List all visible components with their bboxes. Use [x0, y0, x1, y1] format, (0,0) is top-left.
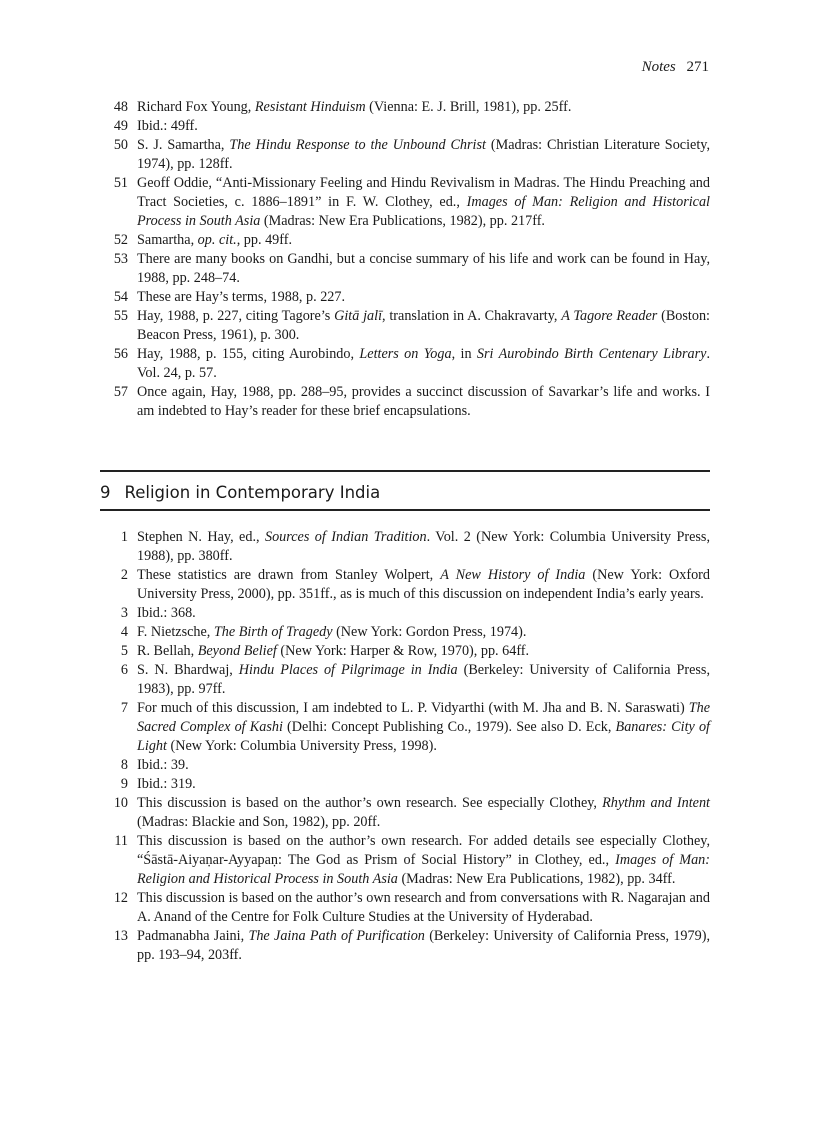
note-text — [128, 642, 710, 661]
note-text — [128, 566, 710, 604]
note-number: 49 — [113, 118, 128, 134]
note-item — [100, 927, 710, 965]
note-item — [100, 98, 710, 117]
note-number: 51 — [113, 175, 128, 191]
note-text-run: This discussion is based on the author’s own research. See especially Clothey, — [137, 795, 603, 811]
note-text — [128, 699, 710, 756]
section-heading — [100, 482, 710, 504]
note-title-italic: Banares: City of Light — [137, 719, 710, 754]
note-title-italic: Sources of Indian Tradition — [264, 529, 427, 545]
note-item — [100, 528, 710, 566]
note-text — [128, 288, 710, 307]
note-number: 4 — [120, 624, 128, 640]
note-number: 12 — [113, 890, 128, 906]
note-text — [128, 98, 710, 117]
note-text-run: (Vienna: E. J. Brill, 1981), pp. 25ff. — [365, 99, 572, 115]
note-item — [100, 775, 710, 794]
note-text — [128, 623, 710, 642]
note-text-run: There are many books on Gandhi, but a concise summary of his life and work can be found in Hay, 1988, pp. 248–74. — [137, 251, 710, 286]
note-text-run: (Madras: Christian Literature Society, 1974), pp. 128ff. — [137, 137, 710, 172]
running-head-label: Notes — [641, 59, 676, 75]
note-item — [100, 794, 710, 832]
note-title-italic: A New History of India — [440, 567, 586, 583]
note-number: 9 — [120, 776, 128, 792]
note-text-run: (New York: Gordon Press, 1974). — [332, 624, 527, 640]
note-text-run: (Berkeley: University of California Press, 1979), pp. 193–94, 203ff. — [137, 928, 710, 963]
note-item — [100, 307, 710, 345]
note-item — [100, 231, 710, 250]
note-text — [128, 383, 710, 421]
note-text-run: (Berkeley: University of California Press, 1983), pp. 97ff. — [137, 662, 710, 697]
note-number: 53 — [113, 251, 128, 267]
note-text — [128, 604, 710, 623]
note-text-run: , translation in A. Chakravarty, — [382, 308, 562, 324]
note-item — [100, 288, 710, 307]
note-text — [128, 775, 710, 794]
note-number: 50 — [113, 137, 128, 153]
note-number: 57 — [113, 384, 128, 400]
note-text-run: Ibid.: 319. — [137, 776, 196, 792]
note-text-run: (Madras: Blackie and Son, 1982), pp. 20ff. — [137, 814, 381, 830]
note-text-run: Richard Fox Young, — [137, 99, 255, 115]
note-item — [100, 136, 710, 174]
note-text — [128, 117, 710, 136]
note-number: 11 — [114, 833, 128, 849]
note-text-run: Ibid.: 49ff. — [137, 118, 198, 134]
note-text-run: (New York: Columbia University Press, 1998). — [166, 738, 437, 754]
note-number: 1 — [120, 529, 128, 545]
note-text-run: Stephen N. Hay, ed., — [137, 529, 265, 545]
note-item — [100, 756, 710, 775]
note-title-italic: Hindu Places of Pilgrimage in India — [238, 662, 458, 678]
note-title-italic: Resistant Hinduism — [254, 99, 366, 115]
note-text — [128, 832, 710, 889]
note-title-italic: Images of Man: Religion and Historical Process in South Asia — [137, 194, 710, 229]
note-text-run: . Vol. 2 (New York: Columbia University Press, 1988), pp. 380ff. — [137, 529, 711, 564]
note-text — [128, 889, 710, 927]
note-item — [100, 383, 710, 421]
note-item — [100, 604, 710, 623]
note-text-run: Padmanabha Jaini, — [137, 928, 249, 944]
note-number: 52 — [113, 232, 128, 248]
note-item — [100, 699, 710, 756]
note-text — [128, 528, 710, 566]
note-text-run: Once again, Hay, 1988, pp. 288–95, provides a succinct discussion of Savarkar’s life and works. I am indebted to Hay’s reader for these brief encapsulations. — [137, 384, 710, 419]
note-number: 8 — [120, 757, 128, 773]
note-text-run: F. Nietzsche, — [137, 624, 214, 640]
note-text — [128, 661, 710, 699]
note-title-italic: Gitā jalī — [334, 308, 383, 324]
note-text-run: Ibid.: 368. — [137, 605, 196, 621]
section-number: 9 — [100, 483, 111, 502]
note-text-run: Geoff Oddie, “Anti-Missionary Feeling and Hindu Revivalism in Madras. The Hindu Preaching and Tract Societies, c. 1886–1891” in F. W. Clothey, ed., — [137, 175, 710, 210]
note-number: 6 — [120, 662, 128, 678]
note-text — [128, 756, 710, 775]
note-text — [128, 794, 710, 832]
note-text-run: Samartha, — [137, 232, 198, 248]
note-title-italic: The Birth of Tragedy — [213, 624, 333, 640]
running-head — [642, 57, 709, 77]
note-text-run: , in — [451, 346, 477, 362]
section-title: Religion in Contemporary India — [124, 483, 381, 502]
note-text-run: Ibid.: 39. — [137, 757, 189, 773]
note-item — [100, 117, 710, 136]
note-item — [100, 345, 710, 383]
note-text-run: These statistics are drawn from Stanley Wolpert, — [137, 567, 441, 583]
note-text-run: (Boston: Beacon Press, 1961), p. 300. — [137, 308, 710, 343]
note-text-run: Hay, 1988, p. 155, citing Aurobindo, — [137, 346, 360, 362]
note-text-run: This discussion is based on the author’s own research and from conversations with R. Nagarajan and A. Anand of the Centre for Folk Culture Studies at the University of Hyderabad. — [137, 890, 710, 925]
note-number: 56 — [113, 346, 128, 362]
note-item — [100, 623, 710, 642]
note-title-italic: The Hindu Response to the Unbound Christ — [229, 137, 486, 153]
note-text-run: (Madras: New Era Publications, 1982), pp. 34ff. — [397, 871, 676, 887]
note-text-run: S. N. Bhardwaj, — [137, 662, 239, 678]
note-title-italic: The Sacred Complex of Kashi — [137, 700, 710, 735]
note-text — [128, 250, 710, 288]
section-rule-bottom — [100, 509, 710, 511]
note-text-run: (New York: Harper & Row, 1970), pp. 64ff. — [276, 643, 530, 659]
note-item — [100, 889, 710, 927]
note-number: 5 — [120, 643, 128, 659]
note-number: 2 — [120, 567, 128, 583]
note-text-run: . Vol. 24, p. 57. — [137, 346, 710, 381]
note-number: 48 — [113, 99, 128, 115]
note-text-run: S. J. Samartha, — [137, 137, 230, 153]
note-title-italic: Images of Man: Religion and Historical Process in South Asia — [137, 852, 710, 887]
note-title-italic: Beyond Belief — [197, 643, 277, 659]
note-title-italic: Sri Aurobindo Birth Centenary Library — [476, 346, 707, 362]
note-text-run: Hay, 1988, p. 227, citing Tagore’s — [137, 308, 335, 324]
note-text — [128, 307, 710, 345]
note-text-run: These are Hay’s terms, 1988, p. 227. — [137, 289, 346, 305]
note-title-italic: op. cit. — [197, 232, 237, 248]
note-text — [128, 231, 710, 250]
note-title-italic: Rhythm and Intent — [602, 795, 710, 811]
note-number: 10 — [113, 795, 128, 811]
note-text-run: This discussion is based on the author’s own research. For added details see especially Clothey, “Śāstā-Aiyaṇar-Ayyapaṇ: The God as Prism of Social History” in Clothey, ed., — [137, 833, 710, 868]
note-number: 55 — [113, 308, 128, 324]
note-title-italic: A Tagore Reader — [561, 308, 658, 324]
page-number: 271 — [686, 59, 709, 75]
note-text — [128, 136, 710, 174]
note-title-italic: The Jaina Path of Purification — [248, 928, 425, 944]
notes-list-chapter-8 — [100, 98, 710, 421]
note-item — [100, 661, 710, 699]
note-number: 7 — [120, 700, 128, 716]
note-title-italic: Letters on Yoga — [359, 346, 452, 362]
note-text-run: (Madras: New Era Publications, 1982), pp. 217ff. — [260, 213, 545, 229]
note-text-run: (Delhi: Concept Publishing Co., 1979). See also D. Eck, — [282, 719, 616, 735]
note-number: 3 — [120, 605, 128, 621]
note-item — [100, 832, 710, 889]
section-rule-top — [100, 470, 710, 472]
note-text — [128, 927, 710, 965]
note-item — [100, 174, 710, 231]
note-text — [128, 345, 710, 383]
note-item — [100, 566, 710, 604]
note-text-run: R. Bellah, — [137, 643, 198, 659]
note-number: 13 — [113, 928, 128, 944]
note-item — [100, 250, 710, 288]
notes-list-chapter-9 — [100, 528, 710, 965]
note-item — [100, 642, 710, 661]
note-text-run: (New York: Oxford University Press, 2000), pp. 351ff., as is much of this discussion on independent India’s early years. — [137, 567, 711, 602]
note-number: 54 — [113, 289, 128, 305]
note-text-run: For much of this discussion, I am indebted to L. P. Vidyarthi (with M. Jha and B. N. Saraswati) — [137, 700, 689, 716]
note-text — [128, 174, 710, 231]
note-text-run: , pp. 49ff. — [236, 232, 292, 248]
